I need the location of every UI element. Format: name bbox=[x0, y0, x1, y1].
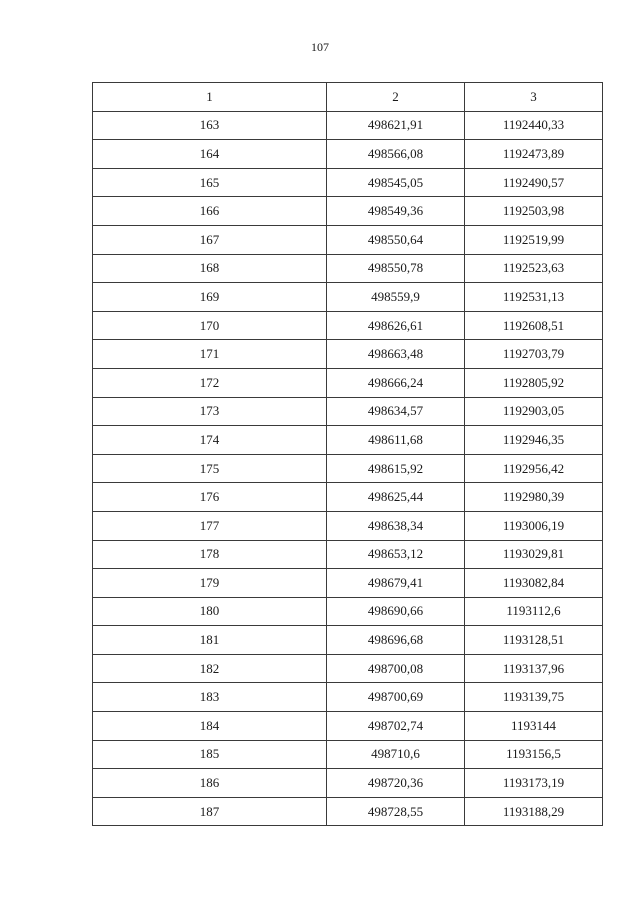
table-row bbox=[93, 140, 603, 169]
table-row bbox=[93, 540, 603, 569]
column-header-3: 3 bbox=[465, 83, 603, 112]
point-number-cell: 167 bbox=[93, 225, 327, 254]
y-coordinate-cell: 1192503,98 bbox=[465, 197, 603, 226]
x-coordinate-cell: 498679,41 bbox=[327, 569, 465, 598]
y-coordinate-cell: 1192980,39 bbox=[465, 483, 603, 512]
table-row bbox=[93, 769, 603, 798]
y-coordinate-cell: 1192523,63 bbox=[465, 254, 603, 283]
point-number-cell: 174 bbox=[93, 426, 327, 455]
y-coordinate-cell: 1192956,42 bbox=[465, 454, 603, 483]
y-coordinate-cell: 1192805,92 bbox=[465, 368, 603, 397]
table-row bbox=[93, 283, 603, 312]
x-coordinate-cell: 498653,12 bbox=[327, 540, 465, 569]
table-row bbox=[93, 483, 603, 512]
y-coordinate-cell: 1192946,35 bbox=[465, 426, 603, 455]
x-coordinate-cell: 498634,57 bbox=[327, 397, 465, 426]
x-coordinate-cell: 498700,69 bbox=[327, 683, 465, 712]
table-row bbox=[93, 683, 603, 712]
point-number-cell: 173 bbox=[93, 397, 327, 426]
y-coordinate-cell: 1193139,75 bbox=[465, 683, 603, 712]
table-row bbox=[93, 740, 603, 769]
point-number-cell: 168 bbox=[93, 254, 327, 283]
point-number-cell: 181 bbox=[93, 626, 327, 655]
table-row bbox=[93, 597, 603, 626]
point-number-cell: 178 bbox=[93, 540, 327, 569]
x-coordinate-cell: 498728,55 bbox=[327, 797, 465, 826]
point-number-cell: 165 bbox=[93, 168, 327, 197]
table-row bbox=[93, 511, 603, 540]
point-number-cell: 163 bbox=[93, 111, 327, 140]
y-coordinate-cell: 1193082,84 bbox=[465, 569, 603, 598]
y-coordinate-cell: 1192519,99 bbox=[465, 225, 603, 254]
table-row bbox=[93, 111, 603, 140]
point-number-cell: 171 bbox=[93, 340, 327, 369]
point-number-cell: 187 bbox=[93, 797, 327, 826]
y-coordinate-cell: 1193173,19 bbox=[465, 769, 603, 798]
x-coordinate-cell: 498615,92 bbox=[327, 454, 465, 483]
table-row bbox=[93, 626, 603, 655]
table-row bbox=[93, 311, 603, 340]
x-coordinate-cell: 498621,91 bbox=[327, 111, 465, 140]
x-coordinate-cell: 498611,68 bbox=[327, 426, 465, 455]
y-coordinate-cell: 1193188,29 bbox=[465, 797, 603, 826]
y-coordinate-cell: 1193029,81 bbox=[465, 540, 603, 569]
column-header-1: 1 bbox=[93, 83, 327, 112]
column-header-2: 2 bbox=[327, 83, 465, 112]
y-coordinate-cell: 1193156,5 bbox=[465, 740, 603, 769]
x-coordinate-cell: 498666,24 bbox=[327, 368, 465, 397]
table-row bbox=[93, 397, 603, 426]
table-row bbox=[93, 654, 603, 683]
x-coordinate-cell: 498710,6 bbox=[327, 740, 465, 769]
point-number-cell: 170 bbox=[93, 311, 327, 340]
x-coordinate-cell: 498720,36 bbox=[327, 769, 465, 798]
x-coordinate-cell: 498549,36 bbox=[327, 197, 465, 226]
y-coordinate-cell: 1192608,51 bbox=[465, 311, 603, 340]
table-row bbox=[93, 797, 603, 826]
point-number-cell: 172 bbox=[93, 368, 327, 397]
point-number-cell: 177 bbox=[93, 511, 327, 540]
x-coordinate-cell: 498690,66 bbox=[327, 597, 465, 626]
table-row bbox=[93, 254, 603, 283]
point-number-cell: 175 bbox=[93, 454, 327, 483]
point-number-cell: 186 bbox=[93, 769, 327, 798]
table-row bbox=[93, 340, 603, 369]
x-coordinate-cell: 498696,68 bbox=[327, 626, 465, 655]
x-coordinate-cell: 498625,44 bbox=[327, 483, 465, 512]
x-coordinate-cell: 498566,08 bbox=[327, 140, 465, 169]
table-row bbox=[93, 368, 603, 397]
x-coordinate-cell: 498638,34 bbox=[327, 511, 465, 540]
x-coordinate-cell: 498663,48 bbox=[327, 340, 465, 369]
point-number-cell: 185 bbox=[93, 740, 327, 769]
x-coordinate-cell: 498626,61 bbox=[327, 311, 465, 340]
point-number-cell: 182 bbox=[93, 654, 327, 683]
y-coordinate-cell: 1192440,33 bbox=[465, 111, 603, 140]
x-coordinate-cell: 498550,78 bbox=[327, 254, 465, 283]
table-row bbox=[93, 426, 603, 455]
y-coordinate-cell: 1193128,51 bbox=[465, 626, 603, 655]
table-header-row bbox=[93, 83, 603, 112]
y-coordinate-cell: 1193006,19 bbox=[465, 511, 603, 540]
y-coordinate-cell: 1192473,89 bbox=[465, 140, 603, 169]
point-number-cell: 164 bbox=[93, 140, 327, 169]
y-coordinate-cell: 1192903,05 bbox=[465, 397, 603, 426]
x-coordinate-cell: 498550,64 bbox=[327, 225, 465, 254]
y-coordinate-cell: 1193144 bbox=[465, 712, 603, 741]
point-number-cell: 166 bbox=[93, 197, 327, 226]
x-coordinate-cell: 498702,74 bbox=[327, 712, 465, 741]
point-number-cell: 176 bbox=[93, 483, 327, 512]
y-coordinate-cell: 1193137,96 bbox=[465, 654, 603, 683]
point-number-cell: 179 bbox=[93, 569, 327, 598]
table-row bbox=[93, 197, 603, 226]
y-coordinate-cell: 1193112,6 bbox=[465, 597, 603, 626]
point-number-cell: 184 bbox=[93, 712, 327, 741]
point-number-cell: 169 bbox=[93, 283, 327, 312]
x-coordinate-cell: 498545,05 bbox=[327, 168, 465, 197]
coordinates-table bbox=[92, 82, 603, 826]
y-coordinate-cell: 1192703,79 bbox=[465, 340, 603, 369]
table-row bbox=[93, 569, 603, 598]
point-number-cell: 180 bbox=[93, 597, 327, 626]
page-number: 107 bbox=[311, 40, 329, 54]
table-row bbox=[93, 712, 603, 741]
y-coordinate-cell: 1192531,13 bbox=[465, 283, 603, 312]
x-coordinate-cell: 498559,9 bbox=[327, 283, 465, 312]
table-row bbox=[93, 454, 603, 483]
table-row bbox=[93, 225, 603, 254]
y-coordinate-cell: 1192490,57 bbox=[465, 168, 603, 197]
table-row bbox=[93, 168, 603, 197]
point-number-cell: 183 bbox=[93, 683, 327, 712]
x-coordinate-cell: 498700,08 bbox=[327, 654, 465, 683]
